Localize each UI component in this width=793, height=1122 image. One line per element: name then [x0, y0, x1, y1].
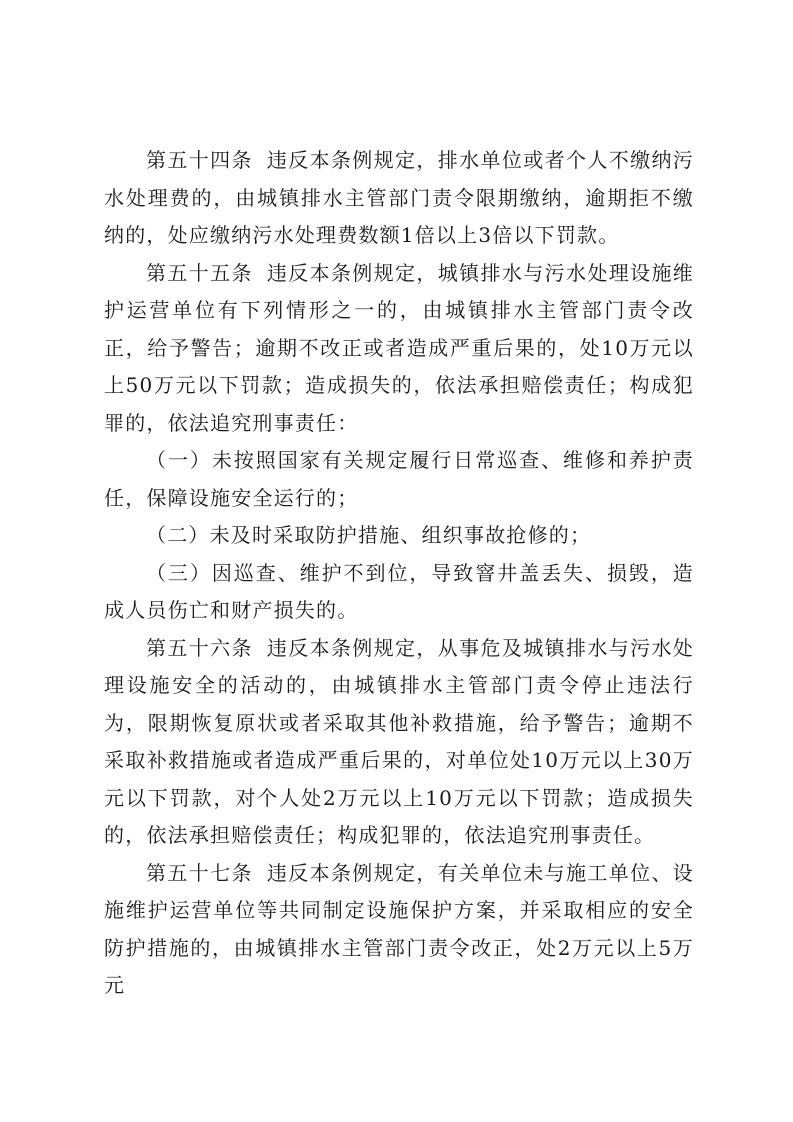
- article-heading: 第五十七条: [146, 860, 253, 885]
- document-body: [104, 142, 694, 1005]
- article-text: 违反本条例规定，有关单位未与施工单位、设施维护运营单位等共同制定设施保护方案，并采取相应的安全防护措施的，由城镇排水主管部门责令改正，处2万元以上5万元: [104, 860, 695, 997]
- article-text: 违反本条例规定，城镇排水与污水处理设施维护运营单位有下列情形之一的，由城镇排水主管部门责令改正，给予警告；逾期不改正或者造成严重后果的，处10万元以上50万元以下罚款；造成损失的，依法承担赔偿责任；构成犯罪的，依法追究刑事责任：: [104, 260, 695, 435]
- list-item-3: [104, 555, 694, 630]
- article-55-paragraph: [104, 255, 694, 443]
- article-heading: 第五十六条: [146, 635, 253, 660]
- article-54-paragraph: [104, 142, 694, 255]
- article-56-paragraph: [104, 630, 694, 855]
- list-item-text: （二）未及时采取防护措施、组织事故抢修的；: [146, 523, 592, 547]
- article-heading: 第五十四条: [146, 148, 253, 172]
- article-57-paragraph: [104, 855, 694, 1005]
- list-item-2: [104, 517, 694, 555]
- article-heading: 第五十五条: [146, 260, 253, 285]
- article-text: 违反本条例规定，从事危及城镇排水与污水处理设施安全的活动的，由城镇排水主管部门责令停止违法行为，限期恢复原状或者采取其他补救措施，给予警告；逾期不采取补救措施或者造成严重后果的，对单位处10万元以上30万元以下罚款，对个人处2万元以上10万元以下罚款；造成损失的，依法承担赔偿责任；构成犯罪的，依法追究刑事责任。: [104, 635, 695, 847]
- list-item-text: （一）未按照国家有关规定履行日常巡查、维修和养护责任，保障设施安全运行的；: [104, 448, 694, 510]
- article-text: 违反本条例规定，排水单位或者个人不缴纳污水处理费的，由城镇排水主管部门责令限期缴纳，逾期拒不缴纳的，处应缴纳污水处理费数额1倍以上3倍以下罚款。: [104, 148, 695, 247]
- list-item-1: [104, 442, 694, 517]
- list-item-text: （三）因巡查、维护不到位，导致窨井盖丢失、损毁，造成人员伤亡和财产损失的。: [104, 560, 694, 622]
